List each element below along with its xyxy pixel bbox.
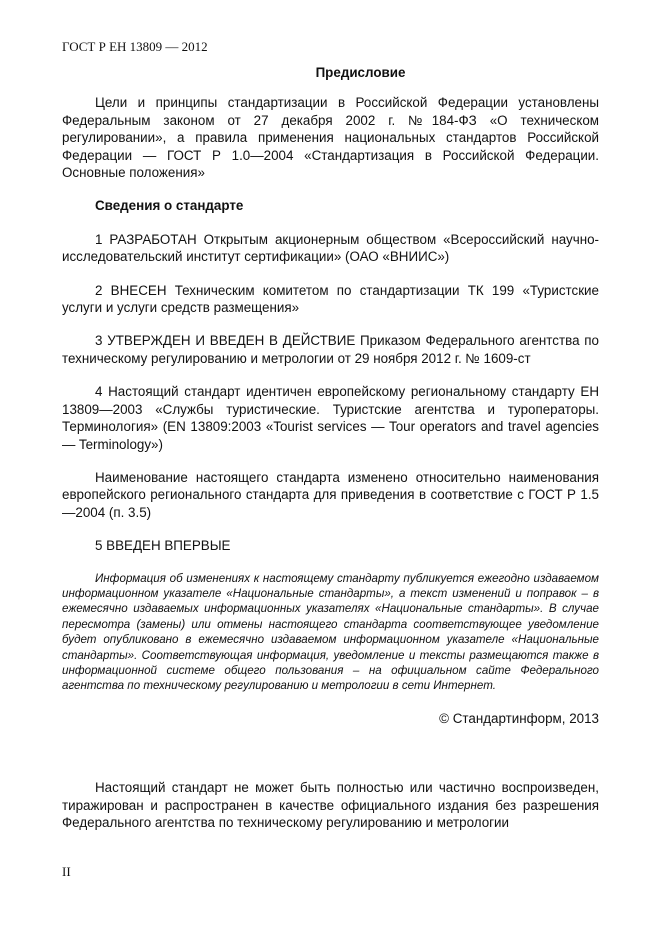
section-heading: Сведения о стандарте — [95, 198, 244, 214]
item-4: 4 Настоящий стандарт идентичен европейскому региональному стандарту ЕН 13809—2003 «Службы туристические. Туристские агентства и туроператоры. Терминология» (EN 13809:2003 «Tourist services — Tour operators and travel agencies — Terminology») — [62, 384, 599, 452]
page-number: II — [62, 864, 71, 879]
page-body — [62, 64, 599, 831]
item-1: 1 РАЗРАБОТАН Открытым акционерным обществом «Всероссийский научно-исследовательский институт сертификации» (ОАО «ВНИИС») — [62, 231, 599, 265]
item-2: 2 ВНЕСЕН Техническим комитетом по стандартизации ТК 199 «Туристские услуги и услуги средств размещения» — [62, 282, 599, 316]
item-3: 3 УТВЕРЖДЕН И ВВЕДЕН В ДЕЙСТВИЕ Приказом Федерального агентства по техническому регулированию и метрологии от 29 ноября 2012 г. № 1609-ст — [62, 333, 599, 366]
page-title: Предисловие — [315, 65, 406, 80]
changes-info-note: Информация об изменениях к настоящему стандарту публикуется ежегодно издаваемом информационном указателе «Национальные стандарты», а текст изменений и поправок – в ежемесячно издаваемых информационных указателях «Национальные стандарты». В случае пересмотра (замены) или отмены настоящего стандарта соответствующее уведомление будет опубликовано в ежемесячно издаваемом информационном указателе «Национальные стандарты». Соответствующая информация, уведомление и тексты размещаются также в информационной системе общего пользования – на официальном сайте Федерального агентства по техническому регулированию и метрологии в сети Интернет. — [62, 571, 599, 693]
copyright: © Стандартинформ, 2013 — [439, 710, 599, 726]
name-change-note: Наименование настоящего стандарта изменено относительно наименования европейского регионального стандарта для приведения в соответствие с ГОСТ Р 1.5—2004 (п. 3.5) — [62, 469, 599, 520]
item-5: 5 ВВЕДЕН ВПЕРВЫЕ — [95, 538, 231, 554]
intro-paragraph: Цели и принципы стандартизации в Российской Федерации установлены Федеральным законом от 27 декабря 2002 г. №184-ФЗ «О техническом регулировании», а правила применения национальных стандартов Российской Федерации — ГОСТ Р 1.0—2004 «Стандартизация в Российской Федерации. Основные положения» — [62, 95, 599, 181]
document-header: ГОСТ Р ЕН 13809 — 2012 — [62, 39, 208, 54]
reproduction-notice: Настоящий стандарт не может быть полностью или частично воспроизведен, тиражирован и распространен в качестве официального издания без разрешения Федерального агентства по техническому регулированию и метрологии — [62, 780, 599, 830]
